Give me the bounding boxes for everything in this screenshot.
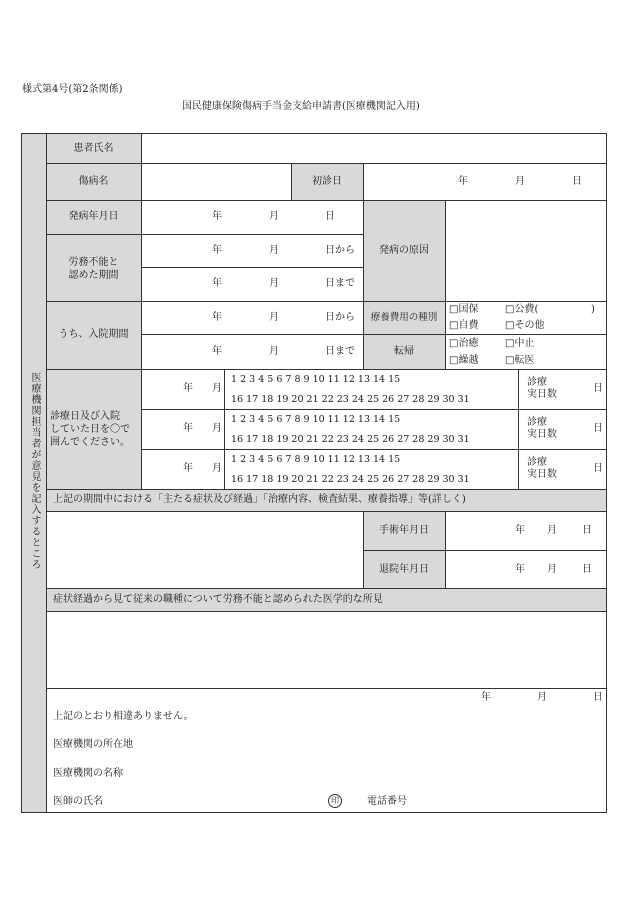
incapacity-to-year: 年 bbox=[212, 278, 222, 289]
findings-field[interactable] bbox=[47, 612, 605, 687]
hosp-from-day: 日から bbox=[325, 312, 355, 323]
incapacity-from-year: 年 bbox=[212, 245, 222, 256]
days-month1-row2[interactable]: 16 17 18 19 20 21 22 23 24 25 26 27 28 29 30 31 bbox=[231, 394, 470, 405]
incapacity-from-month: 月 bbox=[269, 245, 279, 256]
checkbox-national-insurance[interactable]: □国保 bbox=[449, 304, 479, 315]
first-visit-month: 月 bbox=[515, 176, 525, 187]
actual-days-label-1: 診療 実日数 bbox=[527, 377, 557, 400]
doctor-label: 医師の氏名 bbox=[53, 796, 103, 807]
checkbox-discontinued[interactable]: □中止 bbox=[505, 338, 535, 349]
checkbox-transferred[interactable]: □転医 bbox=[505, 355, 535, 366]
incapacity-to-month: 月 bbox=[269, 278, 279, 289]
actual-days-unit-2: 日 bbox=[593, 423, 603, 434]
outcome-label: 転帰 bbox=[394, 346, 414, 357]
days-month1-year: 年 bbox=[183, 383, 193, 394]
certify-month: 月 bbox=[537, 692, 547, 703]
certify-year: 年 bbox=[481, 692, 491, 703]
incapacity-to-day: 日まで bbox=[325, 278, 355, 289]
onset-year: 年 bbox=[212, 211, 222, 222]
checkbox-self-pay[interactable]: □自費 bbox=[449, 320, 479, 331]
seal-icon: 印 bbox=[328, 794, 342, 808]
narrative-header: 上記の期間中における「主たる症状及び経過」「治療内容、検査結果、療養指導」等(詳しく) bbox=[53, 494, 466, 505]
discharge-day: 日 bbox=[582, 564, 592, 575]
checkbox-public-expense[interactable]: □公費( bbox=[505, 304, 539, 315]
actual-days-label-2: 診療 実日数 bbox=[527, 417, 557, 440]
expense-type-label: 療養費用の種別 bbox=[370, 312, 438, 323]
discharge-date-label: 退院年月日 bbox=[379, 564, 429, 575]
checkbox-carried-over[interactable]: □繰越 bbox=[449, 355, 479, 366]
findings-header: 症状経過から見て従来の職種について労務不能と認められた医学的な所見 bbox=[53, 594, 383, 605]
public-expense-paren: ) bbox=[591, 304, 595, 315]
checkbox-cured[interactable]: □治癒 bbox=[449, 338, 479, 349]
phone-label: 電話番号 bbox=[367, 796, 407, 807]
patient-name-label: 患者氏名 bbox=[73, 143, 114, 154]
surgery-date-label: 手術年月日 bbox=[379, 525, 429, 536]
first-visit-year: 年 bbox=[458, 176, 468, 187]
onset-date-label: 発病年月日 bbox=[68, 211, 119, 222]
institution-label: 医療機関の名称 bbox=[53, 768, 123, 779]
hosp-to-year: 年 bbox=[212, 346, 222, 357]
onset-month: 月 bbox=[269, 211, 279, 222]
hosp-from-year: 年 bbox=[212, 312, 222, 323]
discharge-month: 月 bbox=[547, 564, 557, 575]
days-month2-year: 年 bbox=[183, 423, 193, 434]
surgery-day: 日 bbox=[582, 525, 592, 536]
incapacity-from-day: 日から bbox=[325, 245, 355, 256]
address-label: 医療機関の所在地 bbox=[53, 739, 133, 750]
first-visit-day: 日 bbox=[572, 176, 582, 187]
form-number: 様式第4号(第2条関係) bbox=[22, 84, 123, 95]
days-month2-month: 月 bbox=[212, 423, 222, 434]
days-month2-row2[interactable]: 16 17 18 19 20 21 22 23 24 25 26 27 28 29 30 31 bbox=[231, 434, 470, 445]
hosp-from-month: 月 bbox=[269, 312, 279, 323]
disease-name-label: 傷病名 bbox=[78, 176, 109, 187]
hosp-to-month: 月 bbox=[269, 346, 279, 357]
side-label: 医療機関担当者が意見を記入するところ bbox=[29, 372, 40, 570]
actual-days-unit-3: 日 bbox=[593, 463, 603, 474]
narrative-field[interactable] bbox=[47, 512, 362, 587]
discharge-year: 年 bbox=[515, 564, 525, 575]
treatment-days-label: 診療日及び入院 していた日を〇で 囲んでください。 bbox=[50, 411, 130, 448]
days-month2-row1[interactable]: 1 2 3 4 5 6 7 8 9 10 11 12 13 14 15 bbox=[231, 414, 401, 425]
surgery-month: 月 bbox=[547, 525, 557, 536]
days-month3-row1[interactable]: 1 2 3 4 5 6 7 8 9 10 11 12 13 14 15 bbox=[231, 454, 401, 465]
hosp-to-day: 日まで bbox=[325, 346, 355, 357]
certify-day: 日 bbox=[593, 692, 603, 703]
actual-days-unit-1: 日 bbox=[593, 383, 603, 394]
days-month1-month: 月 bbox=[212, 383, 222, 394]
first-visit-label: 初診日 bbox=[312, 176, 342, 187]
hospitalization-label: うち、入院期間 bbox=[58, 329, 129, 340]
certify-statement: 上記のとおり相違ありません。 bbox=[53, 711, 194, 722]
incapacity-period-label: 労務不能と 認めた期間 bbox=[68, 257, 119, 281]
onset-cause-label: 発病の原因 bbox=[379, 245, 429, 256]
days-month1-row1[interactable]: 1 2 3 4 5 6 7 8 9 10 11 12 13 14 15 bbox=[231, 374, 401, 385]
checkbox-other[interactable]: □その他 bbox=[505, 320, 545, 331]
actual-days-label-3: 診療 実日数 bbox=[527, 457, 557, 480]
onset-day: 日 bbox=[325, 211, 335, 222]
days-month3-month: 月 bbox=[212, 463, 222, 474]
days-month3-row2[interactable]: 16 17 18 19 20 21 22 23 24 25 26 27 28 29 30 31 bbox=[231, 474, 470, 485]
surgery-year: 年 bbox=[515, 525, 525, 536]
days-month3-year: 年 bbox=[183, 463, 193, 474]
form-title: 国民健康保険傷病手当金支給申請書(医療機関記入用) bbox=[182, 101, 420, 112]
